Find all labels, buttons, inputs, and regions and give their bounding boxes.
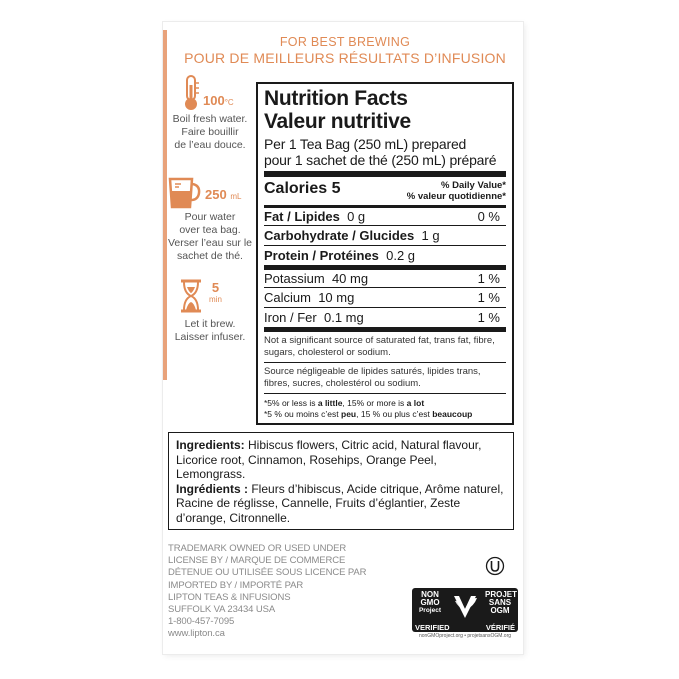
nutrition-note-en: Not a significant source of saturated fat, trans fat, fibre, sugars, cholesterol or sodium.: [264, 335, 495, 358]
legal-line: SUFFOLK VA 23434 USA: [168, 604, 276, 616]
step-pour-value: 250: [205, 187, 227, 202]
step-pour-text: sachet de thé.: [177, 250, 243, 262]
nutrient-row-protein: Protein / Protéines 0.2 g: [264, 245, 506, 265]
step-brew-text: Let it brew.: [184, 318, 236, 330]
step-pour-text: Verser l’eau sur le: [167, 237, 253, 249]
thermometer-icon: [181, 75, 201, 111]
daily-value-header-en: % Daily Value*: [441, 180, 506, 191]
ingredients-en: Ingredients: Hibiscus flowers, Citric acid, Natural flavour, Licorice root, Cinnamon, Rosehips, Orange Peel, Lemongrass.: [176, 438, 482, 481]
legal-line: 1-800-457-7095: [168, 616, 235, 628]
step-boil: [165, 75, 255, 152]
ingredients-fr: Ingrédients : Fleurs d’hibiscus, Acide citrique, Arôme naturel, Racine de réglisse, Cannelle, Fruits d’églantier, Zeste d’orange, Citronnelle.: [176, 481, 504, 525]
step-boil-value: 100: [203, 93, 225, 108]
step-boil-text: Faire bouillir: [181, 126, 239, 138]
step-pour-unit: mL: [230, 192, 242, 201]
daily-value-header-fr: % valeur quotidienne*: [406, 191, 506, 202]
kosher-symbol-icon: [485, 556, 505, 576]
nutrient-row-fat: Fat / Lipides 0 g 0 %: [264, 205, 506, 225]
serving-size-fr: pour 1 sachet de thé (250 mL) préparé: [264, 152, 497, 168]
step-brew-value: 5: [211, 280, 220, 295]
brewing-header-fr: POUR DE MEILLEURS RÉSULTATS D’INFUSION: [184, 50, 506, 66]
legal-line: TRADEMARK OWNED OR USED UNDER: [168, 543, 347, 554]
nutrition-note-fr: Source négligeable de lipides saturés, lipides trans, fibres, sucres, cholestérol ou sodium.: [264, 362, 506, 393]
step-brew: [165, 278, 255, 344]
calories-row: [264, 177, 506, 205]
step-pour: [165, 175, 255, 263]
daily-value-footnote: *5% or less is a little, 15% or more is a lot *5 % ou moins c’est peu, 15 % ou plus c’est beaucoup: [264, 398, 473, 419]
calories-label: Calories 5: [264, 180, 341, 197]
ingredients-box: [168, 432, 514, 530]
non-gmo-url: nonGMOproject.org • projetsansOGM.org: [418, 633, 512, 639]
nutrient-row-carbohydrate: Carbohydrate / Glucides 1 g: [264, 225, 506, 245]
legal-line: DÉTENUE OU UTILISÉE SOUS LICENCE PAR: [168, 567, 367, 579]
legal-line: IMPORTED BY / IMPORTÉ PAR: [168, 579, 304, 591]
nutrient-row-calcium: Calcium 10 mg 1 %: [264, 287, 506, 307]
legal-info: [168, 543, 378, 641]
legal-line: LIPTON TEAS & INFUSIONS: [168, 591, 291, 603]
nutrition-facts-table: [256, 82, 514, 425]
hourglass-icon: [179, 279, 203, 313]
non-gmo-project-logo: NON GMO Project PROJET SANS OGM VERIFIED VÉRIFIÉ nonGMOproject.org • projetsansOGM.org: [412, 588, 518, 638]
serving-size-en: Per 1 Tea Bag (250 mL) prepared: [264, 136, 467, 152]
legal-line: LICENSE BY / MARQUE DE COMMERCE: [168, 555, 346, 567]
nutrient-row-iron: Iron / Fer 0.1 mg 1 %: [264, 307, 506, 327]
step-pour-text: Pour water: [184, 211, 236, 223]
legal-line: www.lipton.ca: [168, 628, 225, 640]
nutrition-title-en: Nutrition Facts: [264, 87, 408, 110]
step-boil-text: Boil fresh water.: [172, 113, 248, 125]
nutrient-row-potassium: Potassium 40 mg 1 %: [264, 265, 506, 287]
butterfly-leaf-icon: [450, 592, 480, 622]
step-boil-unit: °C: [224, 98, 234, 107]
measuring-cup-icon: [167, 177, 201, 209]
nutrition-title-fr: Valeur nutritive: [264, 110, 411, 133]
brewing-header-en: FOR BEST BREWING: [279, 35, 411, 49]
step-brew-unit: min: [209, 295, 222, 304]
brewing-header: [170, 35, 520, 66]
step-brew-text: Laisser infuser.: [174, 331, 246, 343]
step-pour-text: over tea bag.: [179, 224, 241, 236]
step-boil-text: de l’eau douce.: [174, 139, 246, 151]
